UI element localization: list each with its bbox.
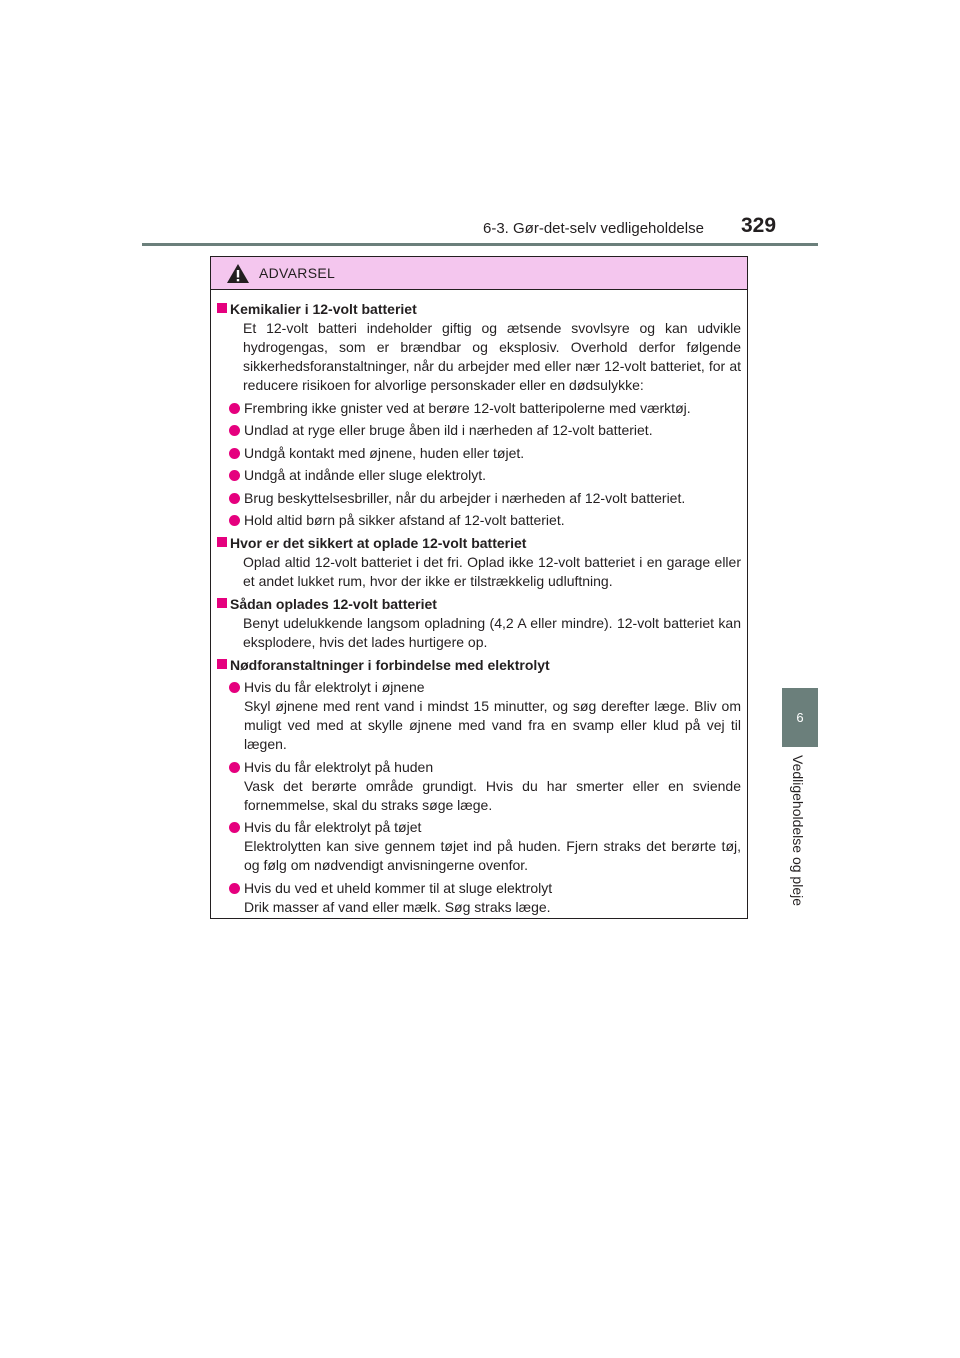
section-heading	[217, 595, 741, 614]
dot-bullet	[229, 470, 240, 481]
list-item	[217, 444, 741, 463]
section-heading	[217, 534, 741, 553]
list-item-text: Frembring ikke gnister ved at berøre 12-volt batteripolerne med værktøj.	[244, 399, 691, 416]
side-tab-label-text: Vedligeholdelse og pleje	[790, 755, 806, 907]
list-item	[217, 421, 741, 440]
bullet-list	[217, 678, 741, 917]
page-number: 329	[741, 214, 777, 237]
dot-bullet	[229, 425, 240, 436]
dot-bullet	[229, 493, 240, 504]
list-item-detail: Elektrolytten kan sive gennem tøjet ind på huden. Fjern straks det berørte tøj, og følg om nødvendigt anvisningerne ovenfor.	[244, 838, 741, 873]
square-bullet	[217, 598, 227, 608]
section-charging-method	[217, 595, 741, 652]
list-item-title: Hvis du ved et uheld kommer til at sluge elektrolyt	[244, 879, 553, 896]
section-body: Et 12-volt batteri indeholder giftig og ætsende svovlsyre og kan udvikle hydrogengas, som er brændbar og eksplosiv. Overhold derfor følgende sikkerhedsforanstaltninger, når du arbejder med eller nær 12-volt batteriet, for at reducere risikoen for alvorlige personskader eller en dødsulykke:	[243, 320, 741, 393]
list-item	[217, 511, 741, 530]
dot-bullet	[229, 883, 240, 894]
warning-box	[210, 256, 748, 919]
dot-bullet	[229, 762, 240, 773]
list-item-text: Undgå at indånde eller sluge elektrolyt.	[244, 467, 487, 483]
section-electrolyte-emergency	[217, 656, 741, 917]
list-item	[217, 879, 741, 917]
list-item-detail: Skyl øjnene med rent vand i mindst 15 minutter, og søg derefter læge. Bliv om muligt ved med at skylle øjnene med vand fra en svamp eller klud på vej til lægen.	[244, 698, 741, 752]
section-heading	[217, 656, 741, 675]
list-item-detail: Vask det berørte område grundigt. Hvis du har smerter eller en sviende fornemmelse, skal du straks søge læge.	[244, 777, 741, 813]
list-item-text: Brug beskyttelsesbriller, når du arbejder i nærheden af 12-volt batteriet.	[244, 489, 686, 506]
side-tab-number-text: 6	[796, 710, 804, 725]
dot-bullet	[229, 448, 240, 459]
square-bullet	[217, 303, 227, 313]
list-item-text	[244, 758, 741, 815]
section-heading-text: Sådan oplades 12-volt batteriet	[230, 595, 437, 612]
list-item-title: Hvis du får elektrolyt på huden	[244, 758, 434, 775]
square-bullet	[217, 537, 227, 547]
side-tab-label	[782, 755, 818, 915]
warning-triangle-icon	[226, 263, 250, 284]
section-heading	[217, 300, 741, 319]
list-item-text	[244, 818, 741, 875]
header-rule	[142, 243, 818, 246]
header-section-title: 6-3. Gør-det-selv vedligeholdelse	[483, 220, 704, 237]
warning-title: ADVARSEL	[259, 265, 336, 281]
dot-bullet	[229, 403, 240, 414]
dot-bullet	[229, 682, 240, 693]
list-item	[217, 678, 741, 754]
section-body: Oplad altid 12-volt batteriet i det fri. Oplad ikke 12-volt batteriet i en garage eller et andet lukket rum, hvor der ikke er tilstrækkelig udluftning.	[243, 553, 741, 589]
list-item-text: Hold altid børn på sikker afstand af 12-volt batteriet.	[244, 512, 565, 528]
list-item	[217, 399, 741, 418]
list-item-text: Undgå kontakt med øjnene, huden eller tøjet.	[244, 444, 525, 461]
list-item-title: Hvis du får elektrolyt på tøjet	[244, 819, 422, 835]
side-tab-number	[782, 688, 818, 747]
bullet-list	[217, 399, 741, 531]
section-charging-location	[217, 534, 741, 591]
square-bullet	[217, 659, 227, 669]
list-item	[217, 466, 741, 485]
warning-content	[211, 290, 747, 917]
list-item	[217, 818, 741, 875]
list-item-text	[244, 678, 741, 754]
section-body: Benyt udelukkende langsom opladning (4,2 A eller mindre). 12-volt batteriet kan eksplodere, hvis det lades hurtigere op.	[243, 614, 741, 650]
section-heading-text: Hvor er det sikkert at oplade 12-volt batteriet	[230, 534, 527, 551]
list-item-text	[244, 879, 741, 917]
list-item	[217, 489, 741, 508]
warning-header	[211, 257, 747, 290]
list-item-text: Undlad at ryge eller bruge åben ild i nærheden af 12-volt batteriet.	[244, 422, 653, 438]
list-item-title: Hvis du får elektrolyt i øjnene	[244, 679, 425, 695]
list-item-detail: Drik masser af vand eller mælk. Søg straks læge.	[244, 898, 551, 915]
section-heading-text: Kemikalier i 12-volt batteriet	[230, 301, 417, 317]
dot-bullet	[229, 822, 240, 833]
list-item	[217, 758, 741, 815]
section-chemicals	[217, 300, 741, 530]
section-heading-text: Nødforanstaltninger i forbindelse med elektrolyt	[230, 656, 550, 673]
dot-bullet	[229, 515, 240, 526]
